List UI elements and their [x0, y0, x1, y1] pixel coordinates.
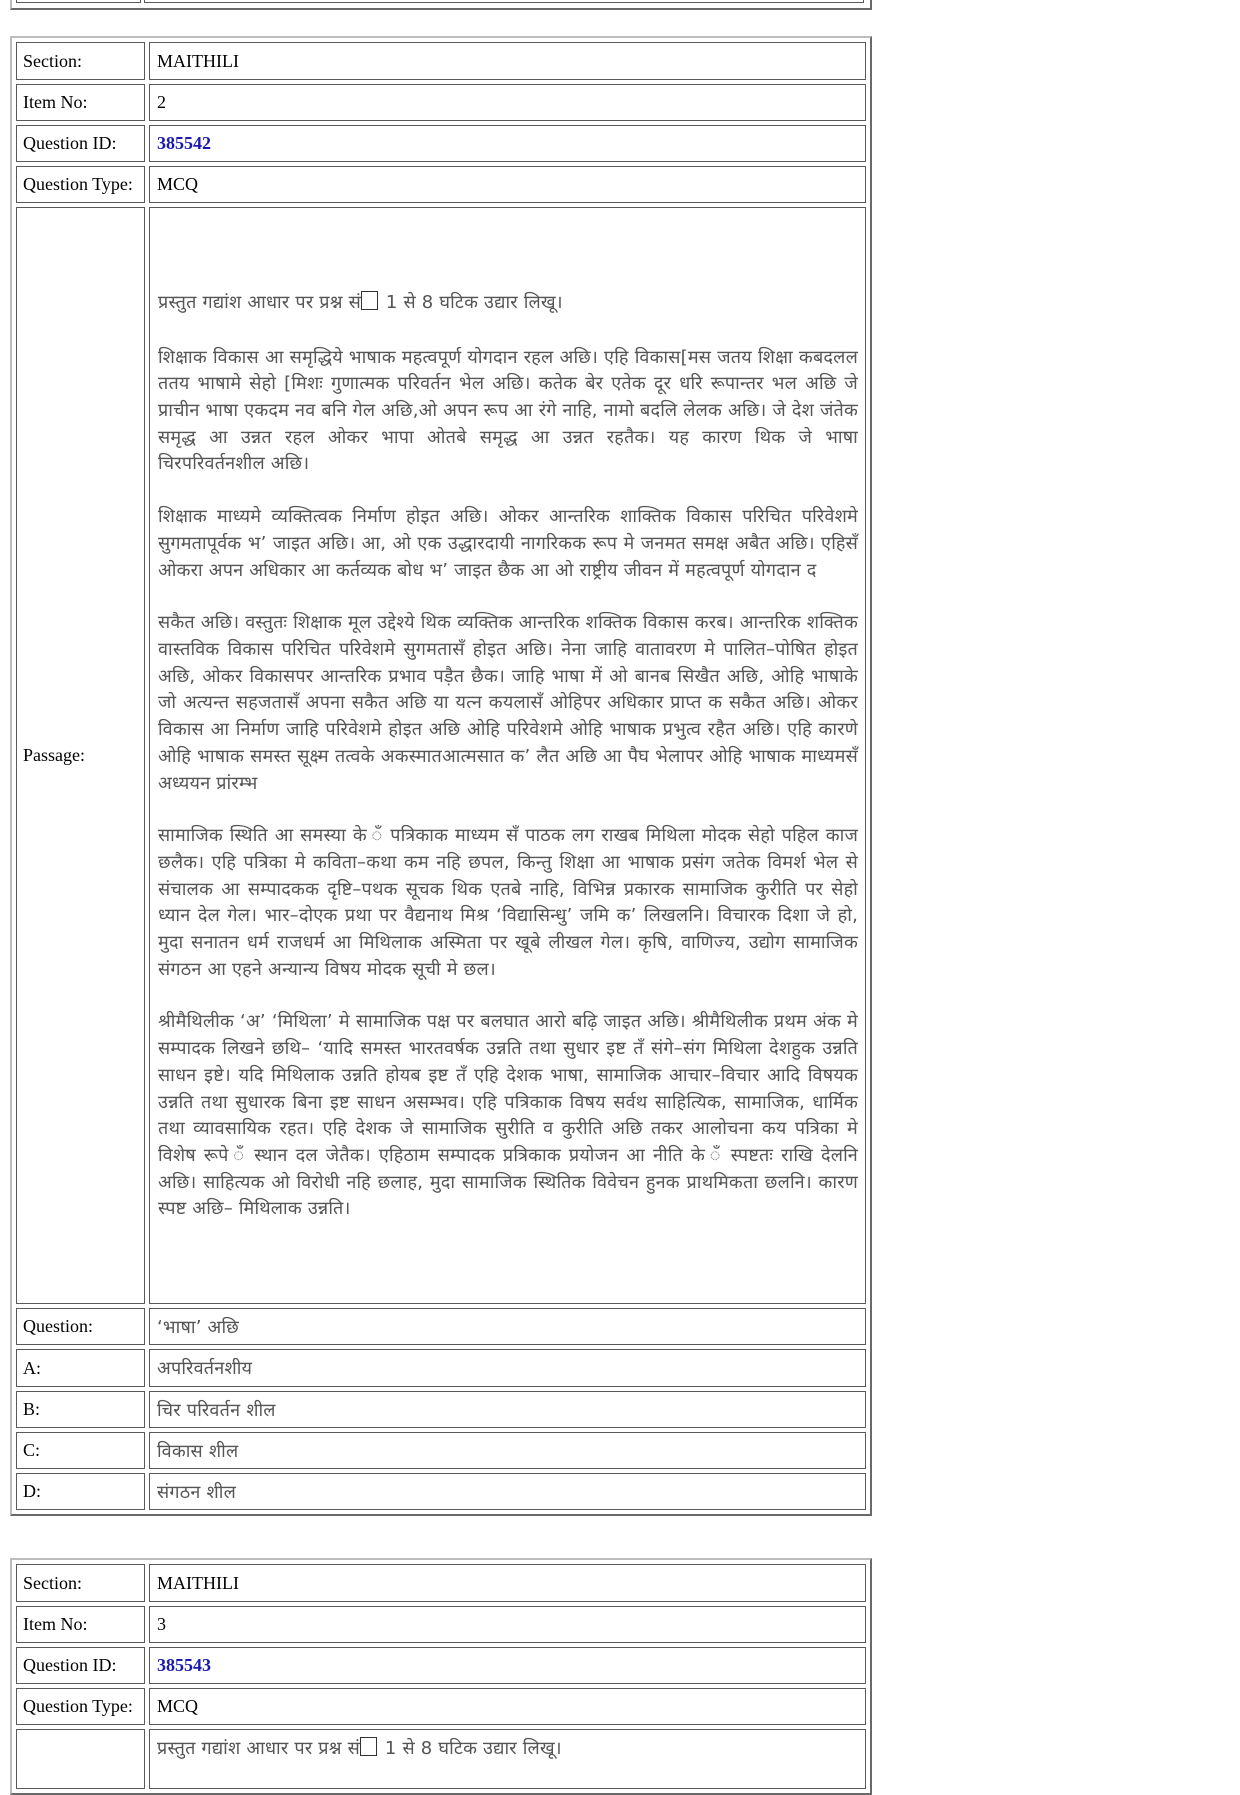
row-question-type [16, 1688, 866, 1725]
passage-paragraph-1: शिक्षाक विकास आ समृद्धिये भाषाक महत्वपूर्ण योगदान रहल अछि। एहि विकास[मस जतय शिक्षा कबदलल ततय भाषामे सेहो [मिशः गुणात्मक परिवर्तन भेल अछि। कतेक बेर एतेक दूर धरि रूपान्तर भल अछि जे प्राचीन भाषा एकदम नव बनि गेल अछि,ओ अपन रूप आ रंगे नाहि, नामो बदलि लेलक अछि। जे देश जंतेक समृद्ध आ उन्नत रहल ओकर भापा ओतबे समृद्ध आ उन्नत रहतैक। यह कारण थिक जे भाषा चिरपरिवर्तनशील अछि। [158, 346, 859, 475]
section-value: MAITHILI [149, 1564, 866, 1602]
row-section [16, 42, 866, 80]
row-question-type [16, 166, 866, 203]
row-option-a [16, 1349, 866, 1387]
question-id-value: 385543 [149, 1647, 866, 1684]
option-b-label: B: [16, 1391, 145, 1428]
question-table-3 [10, 1558, 872, 1795]
question-id-label: Question ID: [16, 1647, 145, 1684]
passage-paragraph-4: सामाजिक स्थिति आ समस्या के ँ पत्रिकाक माध्यम सँ पाठक लग राखब मिथिला मोदक सेहो पहिल काज छलैक। एहि पत्रिका मे कविता–कथा कम नहि छपल, किन्तु शिक्षा आ भाषाक प्रसंग जतेक विमर्श भेल से संचालक आ सम्पादकक दृष्टि–पथक सूचक थिक एतबे नाहि, विभिन्न प्रकारक सामाजिक कुरीति पर सेहो ध्यान देल गेल। भार–दोएक प्रथा पर वैद्यनाथ मिश्र ‘विद्यासिन्धु’ जमि क’ लिखलनि। विचारक दिशा जे हो, मुदा सनातन धर्म राजधर्म आ मिथिलाक अस्मिता पर खूबे लीखल गेल। कृषि, वाणिज्य, उद्योग सामाजिक संगठन आ एहने अन्यान्य विषय मोदक सूची मे छल। [158, 825, 858, 980]
missing-glyph-box [361, 291, 378, 310]
section-label: Section: [16, 1564, 145, 1602]
option-c-label: C: [16, 1432, 145, 1469]
row-question-id [16, 125, 866, 162]
question-type-value: MCQ [149, 166, 866, 203]
passage-paragraph-5: श्रीमैथिलीक ‘अ’ ‘मिथिला’ मे सामाजिक पक्ष पर बलघात आरो बढ़ि जाइत अछि। श्रीमैथिलीक प्रथम अंक मे सम्पादक लिखने छथि– ‘यादि समस्त भारतवर्षक उन्नति तथा सुधार इष्ट तँ संगे–संग मिथिला देशहुक उन्नति साधन इष्टे। यदि मिथिलाक उन्नति होयब इष्ट तँ एहि देशक भाषा, सामाजिक आचार–विचार आदि विषयक उन्नति तथा सुधारक बिना इष्ट साधन असम्भव। एहि पत्रिकाक विषय सर्वथ साहित्यिक, सामाजिक, धार्मिक तथा व्यावसायिक रहत। एहि देशक जे सामाजिक सुरीति व कुरीति अछि तकर आलोचना कय पत्रिका मे विशेष रूपे ँ स्थान दल जेतैक। एहिठाम सम्पादक प्रत्रिकाक प्रयोजन आ नीति के ँ स्पष्टतः राखि देलनि अछि। साहित्यक ओ विरोधी नहि छलाह, मुदा सामाजिक स्थितिक विवेचन हुनक प्राथमिकता छलनि। कारण स्पष्ट अछि– मिथिलाक उन्नति। [158, 1011, 858, 1220]
option-c-text: विकास शील [149, 1432, 866, 1469]
passage-paragraph-3: सकैत अछि। वस्तुतः शिक्षाक मूल उद्देश्ये थिक व्यक्तिक आन्तरिक शक्तिक विकास करब। आन्तरिक शक्तिक वास्तविक विकास परिचित परिवेशमे सुगमतासँ होइत अछि। नेना जाहि वातावरण मे पालित–पोषित होइत अछि, ओकर विकासपर आन्तरिक प्रभाव पड़ैत छैक। जाहि भाषा में ओ बानब सिखैत अछि, ओहि भाषाके जो अत्यन्त सहजतासँ अपना सकैत अछि या यत्न कयलासँ ओहिपर अधिकार प्राप्त क सकैत अछि। ओकर विकास आ निर्माण जाहि परिवेशमे होइत अछि ओहि परिवेशमे ओहि भाषाक प्रभुत्व रहैत अछि। एहि कारणे ओहि भाषाक समस्त सूक्ष्म तत्वके अकस्मातआत्मसात क’ लैत अछि आ पैघ भेलापर ओहि भाषाक माध्यमसँ अध्ययन प्रांरम्भ [158, 612, 858, 794]
row-passage [16, 207, 866, 1304]
section-label: Section: [16, 42, 145, 80]
option-d-label: D: [16, 1473, 145, 1510]
passage-label: Passage: [16, 207, 145, 1304]
item-no-value: 2 [149, 84, 866, 121]
question-type-value: MCQ [149, 1688, 866, 1725]
question-text: ‘भाषा’ अछि [149, 1308, 866, 1345]
previous-value-cell-edge [144, 0, 864, 3]
item-no-label: Item No: [16, 1606, 145, 1643]
question-label: Question: [16, 1308, 145, 1345]
item-no-label: Item No: [16, 84, 145, 121]
question-id-label: Question ID: [16, 125, 145, 162]
row-section [16, 1564, 866, 1602]
question-id-value: 385542 [149, 125, 866, 162]
question-type-label: Question Type: [16, 166, 145, 203]
row-option-d [16, 1473, 866, 1510]
option-d-text: संगठन शील [149, 1473, 866, 1510]
row-item-no [16, 84, 866, 121]
row-option-b [16, 1391, 866, 1428]
row-passage [16, 1729, 866, 1789]
passage-label [16, 1729, 145, 1789]
question-type-label: Question Type: [16, 1688, 145, 1725]
previous-question-table-edge [10, 0, 872, 10]
passage-text [149, 207, 866, 1304]
row-item-no [16, 1606, 866, 1643]
row-option-c [16, 1432, 866, 1469]
row-question [16, 1308, 866, 1345]
option-b-text: चिर परिवर्तन शील [149, 1391, 866, 1428]
previous-label-cell-edge [16, 0, 141, 3]
option-a-text: अपरिवर्तनशीय [149, 1349, 866, 1387]
passage-paragraph-2: शिक्षाक माध्यमे व्यक्तित्वक निर्माण होइत अछि। ओकर आन्तरिक शाक्तिक विकास परिचित परिवेशमे सुगमतापूर्वक भ’ जाइत अछि। आ, ओ एक उद्धारदायी नागरिकक रूप मे जनमत समक्ष अबैत अछि। एहिसँ ओकरा अपन अधिकार आ कर्तव्यक बोध भ’ जाइत छैक आ ओ राष्ट्रीय जीवन में महत्वपूर्ण योगदान द [158, 506, 858, 581]
row-question-id [16, 1647, 866, 1684]
passage-intro: प्रस्तुत गद्यांश आधार पर प्रश्न सं 1 से 8 घटिक उद्यार लिखू। [149, 1729, 866, 1789]
option-a-label: A: [16, 1349, 145, 1387]
item-no-value: 3 [149, 1606, 866, 1643]
passage-intro: प्रस्तुत गद्यांश आधार पर प्रश्न सं 1 से 8 घटिक उद्यार लिखू। [158, 291, 563, 313]
missing-glyph-box [360, 1737, 377, 1756]
section-value: MAITHILI [149, 42, 866, 80]
question-table-2 [10, 36, 872, 1516]
